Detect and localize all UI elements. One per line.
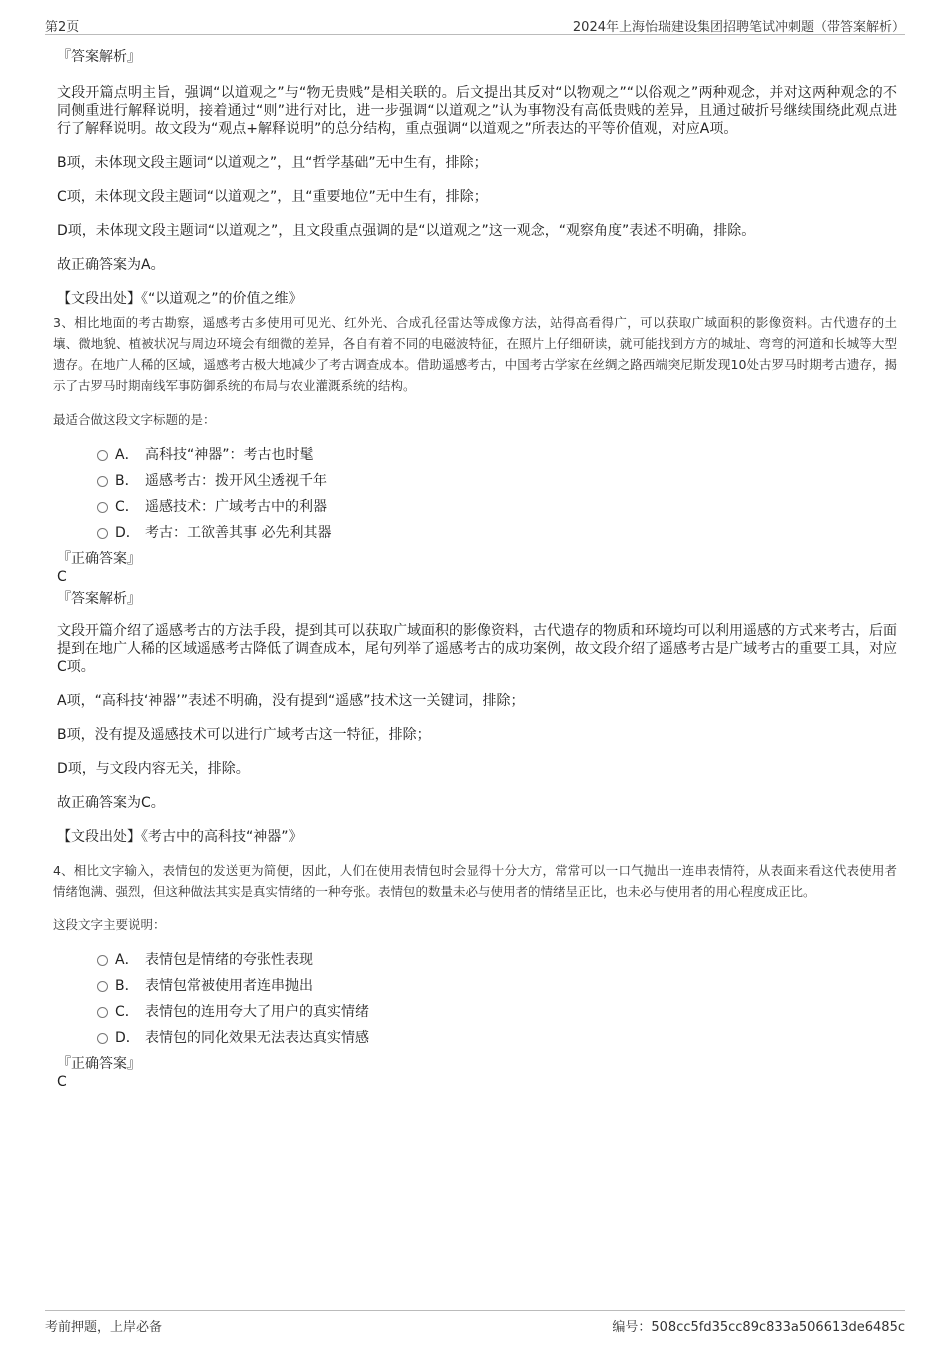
q4-option-c[interactable]: C． 表情包的连用夸大了用户的真实情绪 <box>57 999 897 1025</box>
q4-option-d[interactable]: D． 表情包的同化效果无法表达真实情感 <box>57 1025 897 1051</box>
q3-analysis-option-a: A项，“高科技‘神器’”表述不明确，没有提到“遥感”技术这一关键词，排除； <box>57 693 525 709</box>
q3-option-c[interactable]: C． 遥感技术：广域考古中的利器 <box>57 494 897 520</box>
q2-analysis-option-c: C项，未体现文段主题词“以道观之”，且“重要地位”无中生有，排除； <box>57 189 488 205</box>
radio-icon[interactable] <box>97 450 108 461</box>
q4-answer-label: 『正确答案』 <box>57 1056 141 1072</box>
q3-option-d[interactable]: D． 考古：工欲善其事 必先利其器 <box>57 520 897 546</box>
q4-option-b[interactable]: B． 表情包常被使用者连串抛出 <box>57 973 897 999</box>
q3-analysis-option-d: D项，与文段内容无关，排除。 <box>57 761 250 777</box>
q3-analysis-label: 『答案解析』 <box>57 591 141 607</box>
page-footer <box>45 1310 905 1335</box>
q4-option-a[interactable]: A． 表情包是情绪的夸张性表现 <box>57 947 897 973</box>
radio-icon[interactable] <box>97 528 108 539</box>
radio-icon[interactable] <box>97 1007 108 1018</box>
q3-options <box>57 442 897 546</box>
q3-question: 最适合做这段文字标题的是： <box>53 412 216 427</box>
page-number: 第2页 <box>45 20 80 35</box>
q4-stem: 4、相比文字输入，表情包的发送更为简便，因此，人们在使用表情包时会显得十分大方，常常可以一口气抛出一连串表情符，从表面来看这代表使用者情绪饱满、强烈，但这种做法其实是真实情绪的一种夸张。表情包的数量未必与使用者的情绪呈正比，也未必与使用者的用心程度成正比。 <box>53 863 897 899</box>
q3-answer-label: 『正确答案』 <box>57 551 141 567</box>
q3-option-b[interactable]: B． 遥感考古：拨开风尘透视千年 <box>57 468 897 494</box>
q3-conclusion: 故正确答案为C。 <box>57 795 165 811</box>
q2-analysis-label: 『答案解析』 <box>57 49 141 65</box>
radio-icon[interactable] <box>97 955 108 966</box>
q3-answer: C <box>57 569 67 585</box>
q4-options <box>57 947 897 1051</box>
q2-analysis-option-d: D项，未体现文段主题词“以道观之”，且文段重点强调的是“以道观之”这一观念，“观察角度”表述不明确，排除。 <box>57 223 756 239</box>
q3-analysis-paragraph: 文段开篇介绍了遥感考古的方法手段，提到其可以获取广域面积的影像资料，古代遗存的物质和环境均可以利用遥感的方式来考古，后面提到在地广人稀的区域遥感考古降低了调查成本，尾句列举了遥感考古的成功案例，故文段介绍了遥感考古是广域考古的重要工具，对应C项。 <box>57 623 897 675</box>
q4-question: 这段文字主要说明： <box>53 917 166 932</box>
q2-analysis-paragraph: 文段开篇点明主旨，强调“以道观之”与“物无贵贱”是相关联的。后文提出其反对“以物观之”“以俗观之”两种观念，并对这两种观念的不同侧重进行解释说明，接着通过“则”进行对比，进一步强调“以道观之”认为事物没有高低贵贱的差异，且通过破折号继续围绕此观点进行了解释说明。故文段为“观点+解释说明”的总分结构，重点强调“以道观之”所表达的平等价值观，对应A项。 <box>57 85 897 137</box>
radio-icon[interactable] <box>97 476 108 487</box>
q3-source: 【文段出处】《考古中的高科技“神器”》 <box>57 829 303 845</box>
document-title: 2024年上海怡瑞建设集团招聘笔试冲刺题（带答案解析） <box>572 20 905 35</box>
q2-source: 【文段出处】《“以道观之”的价值之维》 <box>57 291 303 307</box>
page-header <box>45 14 905 35</box>
document-code: 编号：508cc5fd35cc89c833a506613de6485c <box>612 1320 905 1335</box>
q4-answer: C <box>57 1074 67 1090</box>
q2-conclusion: 故正确答案为A。 <box>57 257 165 273</box>
radio-icon[interactable] <box>97 502 108 513</box>
footer-slogan: 考前押题，上岸必备 <box>45 1320 163 1335</box>
q3-stem: 3、相比地面的考古勘察，遥感考古多使用可见光、红外光、合成孔径雷达等成像方法，站得高看得广，可以获取广域面积的影像资料。古代遗存的土壤、微地貌、植被状况与周边环境会有细微的差异，各自有着不同的电磁波特征，在照片上仔细研读，就可能找到方方的城址、弯弯的河道和长城等大型遗存。在地广人稀的区域，遥感考古极大地减少了考古调查成本。借助遥感考古，中国考古学家在丝绸之路西端突尼斯发现10处古罗马时期考古遗存，揭示了古罗马时期南线军事防御系统的布局与农业灌溉系统的结构。 <box>53 315 897 393</box>
q2-analysis-option-b: B项，未体现文段主题词“以道观之”，且“哲学基础”无中生有，排除； <box>57 155 488 171</box>
radio-icon[interactable] <box>97 981 108 992</box>
q3-option-a[interactable]: A． 高科技“神器”：考古也时髦 <box>57 442 897 468</box>
radio-icon[interactable] <box>97 1033 108 1044</box>
q3-analysis-option-b: B项，没有提及遥感技术可以进行广域考古这一特征，排除； <box>57 727 431 743</box>
page-content <box>53 46 897 1091</box>
